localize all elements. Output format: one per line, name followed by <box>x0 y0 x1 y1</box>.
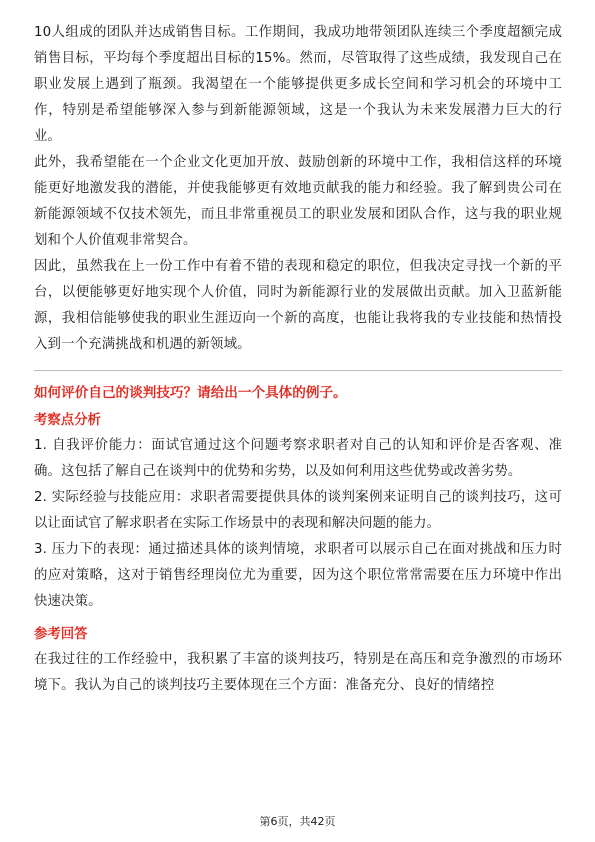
analysis-item-1: 1. 自我评价能力：面试官通过这个问题考察求职者对自己的认知和评价是否客观、准确。这包括了解自己在谈判中的优势和劣势，以及如何利用这些优势或改善劣势。 <box>34 438 562 479</box>
analysis-heading: 考察点分析 <box>34 413 101 428</box>
reference-answer-text: 在我过往的工作经验中，我积累了丰富的谈判技巧，特别是在高压和竞争激烈的市场环境下。我认为自己的谈判技巧主要体现在三个方面：准备充分、良好的情绪控 <box>34 652 562 693</box>
section-divider <box>34 370 562 371</box>
reference-heading: 参考回答 <box>34 627 88 642</box>
page-number-footer: 第6页，共42页 <box>259 815 336 828</box>
interview-question: 如何评价自己的谈判技巧？请给出一个具体的例子。 <box>34 385 347 401</box>
analysis-item-2: 2. 实际经验与技能应用：求职者需要提供具体的谈判案例来证明自己的谈判技巧，这可以让面试官了解求职者在实际工作场景中的表现和解决问题的能力。 <box>34 490 562 531</box>
intro-paragraph-3: 因此，虽然我在上一份工作中有着不错的表现和稳定的职位，但我决定寻找一个新的平台，以便能够更好地实现个人价值，同时为新能源行业的发展做出贡献。加入卫蓝新能源，我相信能够使我的职业生涯迈向一个新的高度，也能让我将我的专业技能和热情投入到一个充满挑战和机遇的新领域。 <box>34 259 562 352</box>
analysis-item-3: 3. 压力下的表现：通过描述具体的谈判情境，求职者可以展示自己在面对挑战和压力时的应对策略，这对于销售经理岗位尤为重要，因为这个职位常常需要在压力环境中作出快速决策。 <box>34 542 562 609</box>
intro-paragraph-2: 此外，我希望能在一个企业文化更加开放、鼓励创新的环境中工作，我相信这样的环境能更好地激发我的潜能，并使我能够更有效地贡献我的能力和经验。我了解到贵公司在新能源领域不仅技术领先，而且非常重视员工的职业发展和团队合作，这与我的职业规划和个人价值观非常契合。 <box>34 155 562 248</box>
document-page <box>34 20 562 699</box>
intro-paragraph-1: 10人组成的团队并达成销售目标。工作期间，我成功地带领团队连续三个季度超额完成销售目标，平均每个季度超出目标的15%。然而，尽管取得了这些成绩，我发现自己在职业发展上遇到了瓶颈。我渴望在一个能够提供更多成长空间和学习机会的环境中工作，特别是希望能够深入参与到新能源领域，这是一个我认为未来发展潜力巨大的行业。 <box>34 25 562 144</box>
